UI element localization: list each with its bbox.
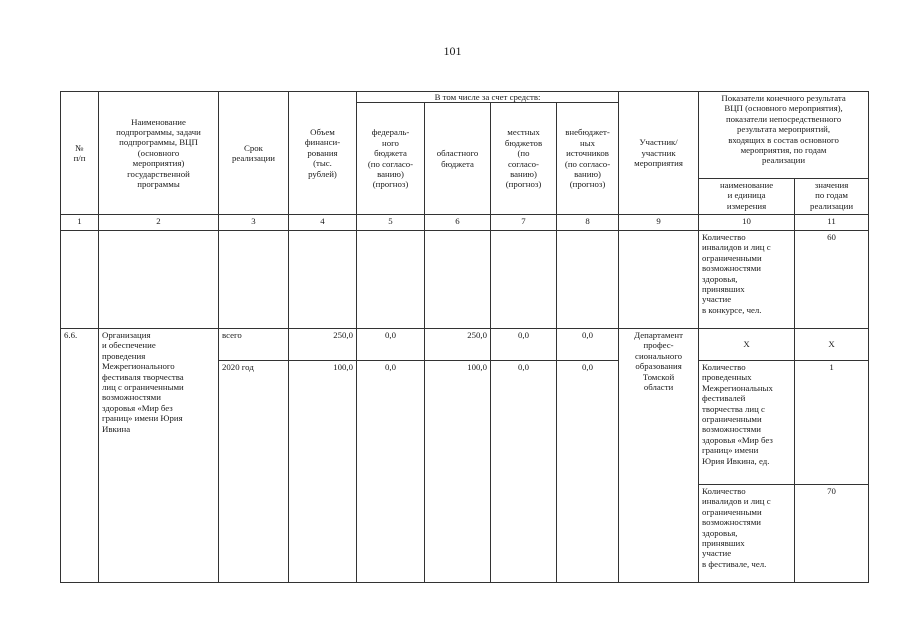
indicator-value: 1 xyxy=(795,361,869,485)
indicator-name: Х xyxy=(699,329,795,361)
item-participant: Департамент профес- сионального образования Томской области xyxy=(619,329,699,583)
col-num: 7 xyxy=(491,215,557,231)
table-row xyxy=(61,329,869,361)
header-indicator-value: значения по годам реализации xyxy=(795,179,869,215)
item-federal: 0,0 xyxy=(357,329,425,361)
item-name: Организация и обеспечение проведения Межрегионального фестиваля творчества лиц с ограниченными возможностями здоровья «Мир без границ» имени Юрия Ивкина xyxy=(99,329,219,583)
header-regional: областного бюджета xyxy=(425,103,491,215)
col-num: 4 xyxy=(289,215,357,231)
item-regional: 250,0 xyxy=(425,329,491,361)
col-num: 5 xyxy=(357,215,425,231)
col-num: 3 xyxy=(219,215,289,231)
col-num: 8 xyxy=(557,215,619,231)
indicator-value: 70 xyxy=(795,485,869,583)
item-extra: 0,0 xyxy=(557,329,619,361)
indicator-value: Х xyxy=(795,329,869,361)
page-number: 101 xyxy=(443,44,462,58)
item-period: всего xyxy=(219,329,289,361)
item-regional: 100,0 xyxy=(425,361,491,583)
header-number: № п/п xyxy=(61,92,99,215)
header-volume: Объем финанси- рования (тыс. рублей) xyxy=(289,92,357,215)
item-number: 6.6. xyxy=(61,329,99,583)
item-extra: 0,0 xyxy=(557,361,619,583)
col-num: 2 xyxy=(99,215,219,231)
col-num: 11 xyxy=(795,215,869,231)
carry-over-row xyxy=(61,231,869,329)
header-indicator-name: наименование и единица измерения xyxy=(699,179,795,215)
header-indicators-group: Показатели конечного результата ВЦП (основного мероприятия), показатели непосредственного результата мероприятий, входящих в состав основного мероприятия, по годам реализации xyxy=(699,92,869,179)
item-volume: 100,0 xyxy=(289,361,357,583)
col-num: 1 xyxy=(61,215,99,231)
column-numbers-row xyxy=(61,215,869,231)
indicator-name: Количество инвалидов и лиц с ограниченными возможностями здоровья, принявших участие в конкурсе, чел. xyxy=(699,231,795,329)
header-extra: внебюджет- ных источников (по согласо- ванию) (прогноз) xyxy=(557,103,619,215)
indicator-name: Количество проведенных Межрегиональных фестивалей творчества лиц с ограниченными возможностями здоровья «Мир без границ» имени Юрия Ивкина, ед. xyxy=(699,361,795,485)
col-num: 10 xyxy=(699,215,795,231)
indicator-value: 60 xyxy=(795,231,869,329)
col-num: 6 xyxy=(425,215,491,231)
header-federal: федераль- ного бюджета (по согласо- ванию) (прогноз) xyxy=(357,103,425,215)
item-local: 0,0 xyxy=(491,329,557,361)
item-period: 2020 год xyxy=(219,361,289,583)
item-volume: 250,0 xyxy=(289,329,357,361)
indicator-name: Количество инвалидов и лиц с ограниченными возможностями здоровья, принявших участие в фестивале, чел. xyxy=(699,485,795,583)
header-participant: Участник/ участник мероприятия xyxy=(619,92,699,215)
program-table xyxy=(60,91,869,583)
item-local: 0,0 xyxy=(491,361,557,583)
header-name: Наименование подпрограммы, задачи подпрограммы, ВЦП (основного мероприятия) государственной программы xyxy=(99,92,219,215)
col-num: 9 xyxy=(619,215,699,231)
header-sources-group: В том числе за счет средств: xyxy=(357,92,619,103)
header-local: местных бюджетов (по согласо- ванию) (прогноз) xyxy=(491,103,557,215)
header-period: Срок реализации xyxy=(219,92,289,215)
item-federal: 0,0 xyxy=(357,361,425,583)
